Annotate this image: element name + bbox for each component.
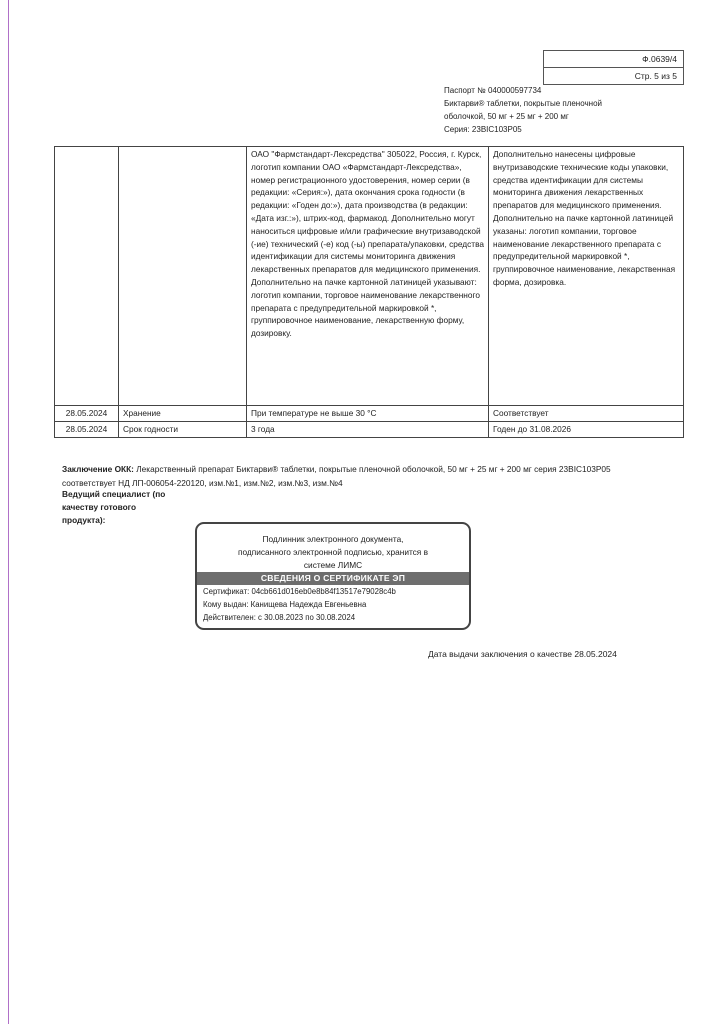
result-cell: Годен до 31.08.2026	[489, 421, 684, 437]
form-code: Ф.0639/4	[642, 54, 677, 64]
table-row	[55, 406, 684, 422]
product-name-line1: Биктарви® таблетки, покрытые пленочной	[444, 99, 603, 108]
specialist-label	[62, 488, 172, 527]
stamp-line2: подписанного электронной подписью, хранится в	[237, 547, 429, 557]
requirement-cell: ОАО "Фармстандарт-Лексредства" 305022, Россия, г. Курск, логотип компании ОАО «Фармстандарт-Лексредства», номер регистрационного удостоверения, номер серии (в редакции: «Серия:»), дата окончания срока годности (в редакции: «Годен до:»), дата производства (в редакции: «Дата изг.:»), штрих-код, фармакод. Дополнительно могут наноситься цифровые и/или графические внутризаводской (-ие) технический (-е) код (-ы) препарата/упаковки, средства идентификации для системы мониторинга движения лекарственных препаратов для медицинского применения. Дополнительно на пачке картонной латиницей указывают: логотип компании, торговое наименование лекарственного препарата с предупредительной маркировкой *, группировочное наименование, лекарственную форму, дозировку.	[247, 147, 489, 406]
requirement-cell: При температуре не выше 30 °С	[247, 406, 489, 422]
parameter-cell: Хранение	[119, 406, 247, 422]
date-cell: 28.05.2024	[55, 406, 119, 422]
specialist-line1: Ведущий специалист (по	[62, 489, 166, 499]
conclusion-text: Лекарственный препарат Биктарви® таблетки, покрытые пленочной оболочкой, 50 мг + 25 мг + 200 мг серия 23BIC103P05 соответствует НД ЛП-006054-220120, изм.№1, изм.№2, изм.№3, изм.№4	[62, 464, 611, 488]
passport-block	[444, 84, 644, 136]
conclusion-label: Заключение ОКК:	[62, 464, 134, 474]
stamp-line3: системе ЛИМС	[303, 560, 363, 570]
table-row	[55, 421, 684, 437]
page-number: Стр. 5 из 5	[544, 67, 683, 84]
certificate-validity: Действителен: с 30.08.2023 по 30.08.2024	[203, 613, 356, 622]
result-cell: Дополнительно нанесены цифровые внутризаводские технические коды упаковки, средства идентификации для системы мониторинга движения лекарственных препаратов для медицинского применения. Дополнительно на пачке картонной латиницей указаны: логотип компании, торговое наименование лекарственного препарата с предупредительной маркировкой *, группировочное наименование, лекарственная форма, дозировка.	[489, 147, 684, 406]
date-cell	[55, 147, 119, 406]
product-name-line2: оболочкой, 50 мг + 25 мг + 200 мг	[444, 112, 569, 121]
batch-number: Серия: 23BIC103P05	[444, 125, 522, 134]
form-code-box	[543, 50, 684, 85]
result-cell: Соответствует	[489, 406, 684, 422]
test-results-table	[54, 146, 684, 438]
date-cell: 28.05.2024	[55, 421, 119, 437]
certificate-owner: Кому выдан: Канищева Надежда Евгеньевна	[203, 600, 367, 609]
parameter-cell: Срок годности	[119, 421, 247, 437]
parameter-cell	[119, 147, 247, 406]
qc-conclusion	[62, 462, 622, 490]
stamp-header: СВЕДЕНИЯ О СЕРТИФИКАТЕ ЭП	[197, 572, 469, 585]
electronic-signature-stamp	[195, 522, 471, 630]
requirement-cell: 3 года	[247, 421, 489, 437]
specialist-line3: продукта):	[62, 515, 106, 525]
table-row	[55, 147, 684, 406]
passport-number: Паспорт № 040000597734	[444, 86, 542, 95]
issue-date: Дата выдачи заключения о качестве 28.05.2024	[428, 649, 617, 659]
certificate-id: Сертификат: 04cb661d016eb0e8b84f13517e79028c4b	[203, 587, 396, 596]
stamp-notice	[197, 524, 469, 572]
page-margin-line	[8, 0, 9, 1024]
specialist-line2: качеству готового	[62, 502, 137, 512]
stamp-line1: Подлинник электронного документа,	[262, 534, 404, 544]
